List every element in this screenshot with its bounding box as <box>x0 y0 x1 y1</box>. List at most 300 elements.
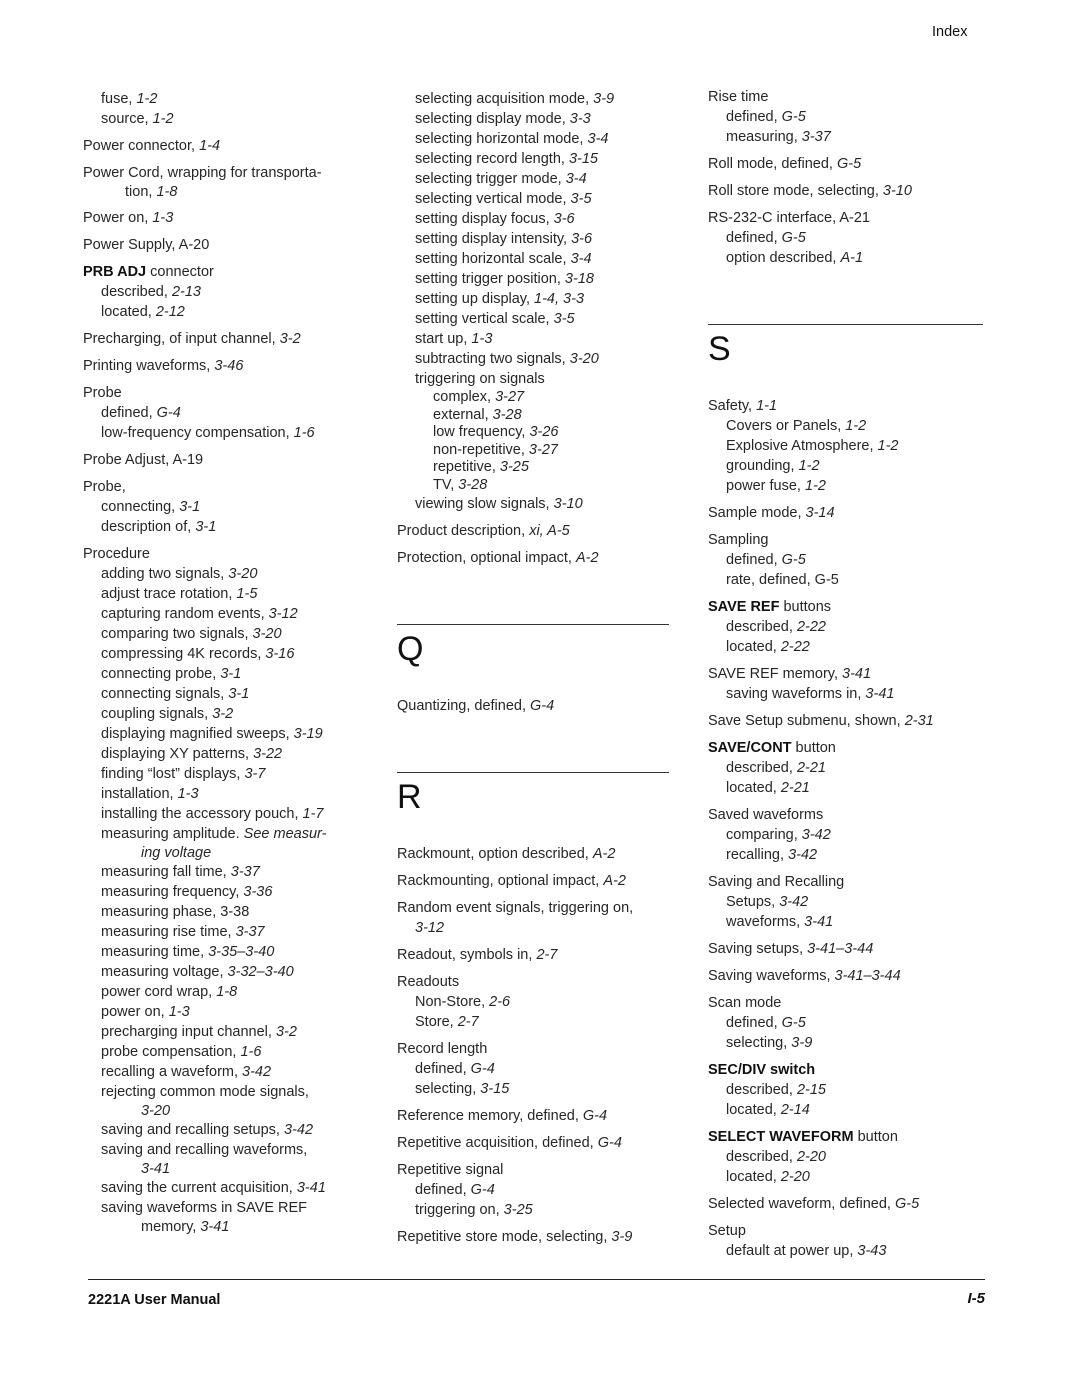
term-text: Sampling <box>708 532 769 548</box>
page-reference: 2-15 <box>796 1082 826 1098</box>
term-text: setting display intensity, <box>415 231 572 247</box>
index-term <box>83 136 373 156</box>
page-reference: 3-10 <box>882 183 912 199</box>
term-text: connector <box>146 264 214 280</box>
page-reference: 1-2 <box>152 111 174 127</box>
page-reference: ing voltage <box>141 845 212 861</box>
index-subterm <box>397 129 669 149</box>
term-text: Printing waveforms, <box>83 358 215 374</box>
term-text: SAVE REF memory, <box>708 666 843 682</box>
page-reference: 3-10 <box>553 496 583 512</box>
page-reference: G-4 <box>530 698 555 714</box>
index-term <box>708 87 983 107</box>
term-text: Readout, symbols in, <box>397 947 537 963</box>
index-term <box>397 521 669 541</box>
footer-manual-title: 2221A User Manual <box>88 1292 221 1308</box>
index-subterm <box>708 684 983 704</box>
term-text: power fuse, <box>726 478 805 494</box>
term-text: Record length <box>397 1041 488 1057</box>
index-term <box>708 738 983 758</box>
page-reference: G-5 <box>781 109 806 125</box>
page-reference: G-5 <box>836 156 862 172</box>
term-text: memory, <box>141 1219 201 1235</box>
index-entry <box>708 711 983 731</box>
term-text: described, <box>726 1149 797 1165</box>
page-reference: 3-22 <box>253 746 283 762</box>
index-subterm <box>397 89 669 109</box>
term-text: Setups, <box>726 894 780 910</box>
page-reference: G-4 <box>470 1182 495 1198</box>
index-term <box>397 844 669 864</box>
index-subterm <box>83 942 373 962</box>
page-reference: 3-35–3-40 <box>208 944 275 960</box>
term-text: non-repetitive, <box>433 441 529 458</box>
page-reference: A-2 <box>592 846 616 862</box>
page-reference: 3-9 <box>593 91 615 107</box>
page-reference: 3-41 <box>804 914 834 930</box>
term-text: Power Supply, A-20 <box>83 237 210 253</box>
index-term <box>708 208 983 228</box>
page-reference: 3-41 <box>842 666 872 682</box>
index-term <box>83 235 373 255</box>
page-reference: 3-7 <box>244 766 266 782</box>
term-text: adding two signals, <box>101 566 229 582</box>
term-text: option described, <box>726 250 841 266</box>
index-term <box>83 262 373 282</box>
index-term <box>83 163 373 183</box>
page-reference: 3-15 <box>480 1081 510 1097</box>
index-subterm <box>83 784 373 804</box>
page-reference: 3-1 <box>228 686 250 702</box>
index-subterm <box>708 228 983 248</box>
index-subterm <box>397 189 669 209</box>
index-subterm <box>397 442 669 460</box>
term-text: located, <box>726 639 781 655</box>
term-text: located, <box>101 304 156 320</box>
term-text: selecting horizontal mode, <box>415 131 588 147</box>
index-subterm <box>397 1012 669 1032</box>
index-subterm <box>83 1002 373 1022</box>
page-reference: 2-7 <box>536 947 558 963</box>
page-reference: 1-7 <box>302 806 324 822</box>
term-text: displaying magnified sweeps, <box>101 726 294 742</box>
term-text: defined, <box>726 230 782 246</box>
term-text: Power on, <box>83 210 153 226</box>
bold-term: PRB ADJ <box>83 264 147 280</box>
term-text: setting trigger position, <box>415 271 565 287</box>
term-text: subtracting two signals, <box>415 351 570 367</box>
index-entry <box>83 262 373 322</box>
term-text: fuse, <box>101 91 137 107</box>
index-subterm <box>83 1140 373 1160</box>
index-subterm <box>83 1062 373 1082</box>
page-reference: 2-7 <box>457 1014 479 1030</box>
page-reference: 3-41 <box>200 1219 230 1235</box>
term-text: installing the accessory pouch, <box>101 806 303 822</box>
term-text: Power Cord, wrapping for transporta- <box>83 165 322 181</box>
page-reference: 1-3 <box>177 786 199 802</box>
index-term <box>708 711 983 731</box>
term-text: Repetitive acquisition, defined, <box>397 1135 598 1151</box>
index-subterm <box>83 584 373 604</box>
page-reference: 3-42 <box>779 894 809 910</box>
index-entry <box>708 87 983 147</box>
term-text: Rise time <box>708 89 769 105</box>
term-text: Non-Store, <box>415 994 490 1010</box>
page-reference: 3-1 <box>220 666 242 682</box>
term-text: defined, <box>101 405 157 421</box>
page-reference: A-1 <box>840 250 864 266</box>
page-reference: 1-4 <box>199 138 221 154</box>
index-entry <box>397 945 669 965</box>
index-entry <box>83 356 373 376</box>
index-entry <box>708 1221 983 1261</box>
index-entry <box>397 696 669 716</box>
page-reference: 1-3 <box>471 331 493 347</box>
index-subterm <box>708 758 983 778</box>
page-reference: 1-5 <box>236 586 258 602</box>
page-reference: 1-3 <box>168 1004 190 1020</box>
page-reference: 3-26 <box>529 424 559 440</box>
index-subterm <box>397 389 669 407</box>
term-text: setting display focus, <box>415 211 554 227</box>
index-term <box>397 1160 669 1180</box>
index-column-1 <box>83 89 373 1236</box>
index-entry <box>397 1133 669 1153</box>
index-term <box>708 1127 983 1147</box>
index-term <box>708 939 983 959</box>
page-reference: 2-14 <box>780 1102 810 1118</box>
index-subterm <box>83 1178 373 1198</box>
term-text: setting up display, <box>415 291 535 307</box>
page-reference: 1-2 <box>877 438 899 454</box>
page-reference: 3-15 <box>568 151 598 167</box>
term-text: measuring amplitude. <box>101 826 244 842</box>
page-reference: 3-3 <box>569 111 591 127</box>
page-reference: 3-2 <box>212 706 234 722</box>
index-subterm <box>397 229 669 249</box>
index-entry <box>83 89 373 129</box>
index-term <box>83 329 373 349</box>
index-entry <box>708 993 983 1053</box>
index-entry <box>397 1106 669 1126</box>
term-text: saving waveforms in SAVE REF <box>101 1200 308 1216</box>
term-text: Store, <box>415 1014 458 1030</box>
index-subterm <box>83 183 373 201</box>
term-text: Reference memory, defined, <box>397 1108 583 1124</box>
page-reference: 1-8 <box>156 184 178 200</box>
term-text: Random event signals, triggering on, <box>397 900 634 916</box>
index-subterm <box>397 329 669 349</box>
index-subterm <box>397 249 669 269</box>
index-term <box>397 696 669 716</box>
page-reference: 1-6 <box>293 425 315 441</box>
index-entry <box>397 844 669 864</box>
index-term <box>397 1227 669 1247</box>
index-subterm <box>708 107 983 127</box>
index-term <box>397 1133 669 1153</box>
index-term <box>83 544 373 564</box>
term-text: recalling a waveform, <box>101 1064 243 1080</box>
index-subterm <box>397 1200 669 1220</box>
index-subterm <box>708 825 983 845</box>
term-text: setting vertical scale, <box>415 311 554 327</box>
page-reference: 2-20 <box>796 1149 826 1165</box>
section-letter-heading: S <box>708 324 983 369</box>
index-entry <box>708 1060 983 1120</box>
index-entry <box>708 597 983 657</box>
page-reference: 3-42 <box>242 1064 272 1080</box>
page-reference: 3-20 <box>252 626 282 642</box>
index-subterm <box>83 1022 373 1042</box>
bold-term: SAVE/CONT <box>708 740 792 756</box>
index-subterm <box>708 1241 983 1261</box>
term-text: Power connector, <box>83 138 200 154</box>
bold-term: SELECT WAVEFORM <box>708 1129 854 1145</box>
index-term <box>397 945 669 965</box>
page-reference: 3-36 <box>243 884 273 900</box>
term-text: selecting acquisition mode, <box>415 91 594 107</box>
index-entry <box>708 503 983 523</box>
page-reference: 3-1 <box>195 519 217 535</box>
index-entry <box>708 530 983 590</box>
page-reference: G-5 <box>781 230 806 246</box>
index-term <box>708 530 983 550</box>
index-subterm <box>708 248 983 268</box>
index-subterm <box>83 497 373 517</box>
term-text: Saving waveforms, <box>708 968 835 984</box>
index-entry <box>708 1194 983 1214</box>
page-reference: 2-6 <box>489 994 511 1010</box>
term-text: saving and recalling setups, <box>101 1122 284 1138</box>
index-entry <box>397 871 669 891</box>
term-text: buttons <box>779 599 832 615</box>
index-subterm <box>397 169 669 189</box>
term-text: setting horizontal scale, <box>415 251 571 267</box>
index-subterm <box>397 309 669 329</box>
index-entry <box>708 396 983 496</box>
index-subterm <box>397 407 669 425</box>
page-reference: 3-37 <box>230 864 260 880</box>
term-text: triggering on signals <box>415 371 545 387</box>
page-reference: 1-1 <box>756 398 778 414</box>
index-term <box>83 450 373 470</box>
term-text: Protection, optional impact, <box>397 550 576 566</box>
term-text: Safety, <box>708 398 757 414</box>
term-text: Saving setups, <box>708 941 808 957</box>
index-subterm <box>83 962 373 982</box>
index-entry <box>708 664 983 704</box>
page-reference: 3-2 <box>275 1024 297 1040</box>
page-reference: G-4 <box>470 1061 495 1077</box>
index-subterm <box>708 570 983 590</box>
page-reference: 3-5 <box>570 191 592 207</box>
index-term <box>708 966 983 986</box>
page-reference: 3-42 <box>801 827 831 843</box>
term-text: Setup <box>708 1223 746 1239</box>
index-column-3 <box>708 87 983 1261</box>
index-subterm <box>83 684 373 704</box>
term-text: Selected waveform, defined, <box>708 1196 895 1212</box>
page-reference: 3-14 <box>805 505 835 521</box>
index-term <box>708 993 983 1013</box>
page-reference: 3-6 <box>553 211 575 227</box>
index-subterm <box>397 349 669 369</box>
page-reference: 3-9 <box>791 1035 813 1051</box>
term-text: TV, <box>433 476 459 493</box>
index-subterm <box>83 902 373 922</box>
index-subterm <box>83 282 373 302</box>
page-reference: 2-22 <box>796 619 826 635</box>
page-reference: 1-2 <box>798 458 820 474</box>
index-term <box>83 477 373 497</box>
term-text: Scan mode <box>708 995 782 1011</box>
index-subterm <box>708 892 983 912</box>
index-subterm <box>83 922 373 942</box>
term-text: described, <box>726 619 797 635</box>
page-reference: 3-37 <box>235 924 265 940</box>
index-subterm <box>83 982 373 1002</box>
term-text: rejecting common mode signals, <box>101 1084 309 1100</box>
term-text: described, <box>726 760 797 776</box>
index-subterm <box>83 844 373 862</box>
index-entry <box>83 136 373 156</box>
page-reference: 2-12 <box>155 304 185 320</box>
index-subterm <box>83 1042 373 1062</box>
index-subterm <box>397 494 669 514</box>
term-text: installation, <box>101 786 178 802</box>
index-subterm <box>83 109 373 129</box>
index-subterm <box>397 149 669 169</box>
term-text: defined, <box>415 1182 471 1198</box>
page-reference: 3-41 <box>141 1161 171 1177</box>
page-reference: 2-22 <box>780 639 810 655</box>
term-text: defined, <box>726 552 782 568</box>
page-reference: 3-25 <box>499 459 529 475</box>
page-reference: G-4 <box>597 1135 622 1151</box>
index-subterm <box>397 109 669 129</box>
term-text: measuring frequency, <box>101 884 244 900</box>
index-entry <box>397 548 669 568</box>
term-text: located, <box>726 1102 781 1118</box>
page-reference: 3-16 <box>265 646 295 662</box>
term-text: low frequency, <box>433 424 530 440</box>
term-text: selecting, <box>726 1035 792 1051</box>
index-subterm <box>83 804 373 824</box>
page-reference: 3-12 <box>415 920 445 936</box>
term-text: saving and recalling waveforms, <box>101 1142 308 1158</box>
term-text: waveforms, <box>726 914 805 930</box>
index-subterm <box>708 1080 983 1100</box>
term-text: Precharging, of input channel, <box>83 331 280 347</box>
term-text: repetitive, <box>433 459 500 475</box>
term-text: adjust trace rotation, <box>101 586 237 602</box>
index-entry <box>83 383 373 443</box>
index-term <box>83 356 373 376</box>
index-subterm <box>397 1180 669 1200</box>
index-term <box>708 154 983 174</box>
index-column-2 <box>397 89 669 1247</box>
term-text: Repetitive signal <box>397 1162 504 1178</box>
page-reference: 3-46 <box>214 358 244 374</box>
term-text: complex, <box>433 389 496 405</box>
index-subterm <box>397 424 669 442</box>
index-subterm <box>83 862 373 882</box>
term-text: power on, <box>101 1004 169 1020</box>
index-term <box>83 383 373 403</box>
page-reference: 3-4 <box>570 251 592 267</box>
term-text: selecting vertical mode, <box>415 191 571 207</box>
term-text: measuring voltage, <box>101 964 228 980</box>
index-term <box>397 548 669 568</box>
term-text: Quantizing, defined, <box>397 698 531 714</box>
page-reference: 3-25 <box>503 1202 533 1218</box>
index-entry <box>397 1160 669 1220</box>
term-text: Rackmount, option described, <box>397 846 593 862</box>
term-text: Probe Adjust, A-19 <box>83 452 204 468</box>
page-reference: 3-41 <box>865 686 895 702</box>
index-subterm <box>83 1082 373 1102</box>
page-reference: 3-2 <box>279 331 301 347</box>
term-text: start up, <box>415 331 472 347</box>
index-subterm <box>708 617 983 637</box>
index-term <box>708 396 983 416</box>
index-subterm <box>83 764 373 784</box>
footer-page-number: I-5 <box>967 1290 985 1307</box>
term-text: Repetitive store mode, selecting, <box>397 1229 612 1245</box>
index-term <box>83 208 373 228</box>
page-reference: 3-4 <box>565 171 587 187</box>
index-subterm <box>83 564 373 584</box>
term-text: measuring time, <box>101 944 209 960</box>
index-entry <box>708 1127 983 1187</box>
index-subterm <box>708 416 983 436</box>
term-text: described, <box>726 1082 797 1098</box>
page-reference: 2-13 <box>171 284 201 300</box>
term-text: selecting trigger mode, <box>415 171 566 187</box>
term-text: selecting display mode, <box>415 111 570 127</box>
index-entry <box>83 450 373 470</box>
index-subterm <box>83 1120 373 1140</box>
index-subterm <box>708 845 983 865</box>
term-text: Explosive Atmosphere, <box>726 438 878 454</box>
index-subterm <box>708 550 983 570</box>
page-reference: 1-2 <box>136 91 158 107</box>
page-reference: 3-20 <box>569 351 599 367</box>
page-reference: 2-20 <box>780 1169 810 1185</box>
term-text: Covers or Panels, <box>726 418 846 434</box>
term-text: Saving and Recalling <box>708 874 845 890</box>
term-text: tion, <box>125 184 157 200</box>
index-subterm <box>83 423 373 443</box>
page-reference: 3-32–3-40 <box>227 964 294 980</box>
index-entry <box>83 235 373 255</box>
index-subterm <box>83 1198 373 1218</box>
index-subterm <box>83 517 373 537</box>
page-reference: 1-3 <box>152 210 174 226</box>
term-text: capturing random events, <box>101 606 269 622</box>
index-subterm <box>708 912 983 932</box>
term-text: Roll mode, defined, <box>708 156 837 172</box>
index-entry <box>708 805 983 865</box>
term-text: source, <box>101 111 153 127</box>
index-subterm <box>708 456 983 476</box>
term-text: triggering on, <box>415 1202 504 1218</box>
page-reference: 1-4, 3-3 <box>534 291 585 307</box>
term-text: defined, <box>726 109 782 125</box>
index-subterm <box>83 1160 373 1178</box>
page-reference: G-5 <box>781 552 806 568</box>
